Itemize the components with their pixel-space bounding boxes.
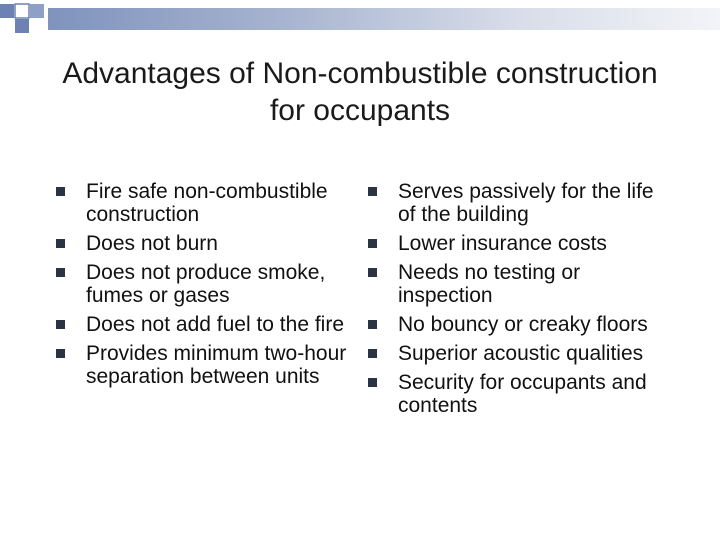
square-bullet-icon bbox=[368, 349, 377, 358]
list-item-text: Superior acoustic qualities bbox=[398, 342, 644, 365]
list-item-text: Does not produce smoke, fumes or gases bbox=[86, 261, 326, 307]
list-item-text: Lower insurance costs bbox=[398, 232, 607, 255]
right-bullet-list bbox=[368, 180, 668, 423]
square-bullet-icon bbox=[56, 268, 65, 277]
square-bullet-icon bbox=[56, 187, 65, 196]
list-item-text: No bouncy or creaky floors bbox=[398, 313, 648, 336]
list-item-text: Provides minimum two-hour separation between units bbox=[86, 342, 347, 388]
square-bullet-icon bbox=[368, 239, 377, 248]
square-bullet-icon bbox=[56, 349, 65, 358]
list-item bbox=[368, 313, 668, 336]
slide-title bbox=[20, 55, 700, 129]
square-bullet-icon bbox=[56, 239, 65, 248]
list-item-text: Security for occupants and contents bbox=[398, 371, 647, 417]
list-item-text: Does not add fuel to the fire bbox=[86, 313, 344, 336]
list-item bbox=[56, 180, 356, 226]
list-item bbox=[368, 261, 668, 307]
square-bullet-icon bbox=[368, 187, 377, 196]
square-bullet-icon bbox=[56, 320, 65, 329]
list-item bbox=[368, 342, 668, 365]
list-item-text: Needs no testing or inspection bbox=[398, 261, 581, 307]
square-bullet-icon bbox=[368, 320, 377, 329]
square-bullet-icon bbox=[368, 268, 377, 277]
square-bullet-icon bbox=[368, 378, 377, 387]
list-item-text: Serves passively for the life of the building bbox=[398, 180, 654, 226]
list-item bbox=[56, 261, 356, 307]
list-item bbox=[56, 342, 356, 388]
decorative-corner-squares bbox=[0, 0, 48, 40]
list-item bbox=[368, 371, 668, 417]
slide-title-line-1: Advantages of Non-combustible construction bbox=[62, 57, 658, 90]
list-item-text: Fire safe non-combustible construction bbox=[86, 180, 328, 226]
slide-title-line-2: for occupants bbox=[269, 94, 451, 127]
list-item bbox=[56, 313, 356, 336]
list-item-text: Does not burn bbox=[86, 232, 218, 255]
decorative-header-bar bbox=[48, 8, 720, 30]
left-bullet-list bbox=[56, 180, 356, 394]
list-item bbox=[368, 180, 668, 226]
list-item bbox=[368, 232, 668, 255]
list-item bbox=[56, 232, 356, 255]
